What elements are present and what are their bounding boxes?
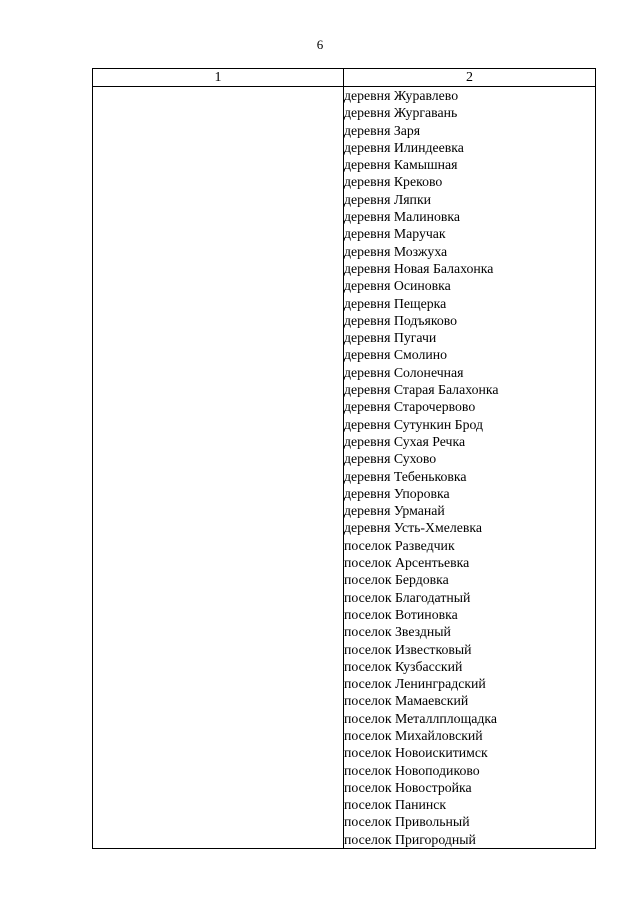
list-item: поселок Ленинградский xyxy=(344,676,486,692)
list-item: деревня Ляпки xyxy=(344,191,432,207)
list-item: деревня Маручак xyxy=(344,226,446,242)
page-number: 6 xyxy=(316,37,324,52)
list-item: поселок Вотиновка xyxy=(344,606,458,622)
list-item: деревня Новая Балахонка xyxy=(344,260,494,276)
list-item: деревня Старая Балахонка xyxy=(344,382,499,398)
list-item: поселок Новоподиково xyxy=(344,762,480,778)
list-item: поселок Мамаевский xyxy=(344,693,469,709)
list-item: деревня Сухово xyxy=(344,451,437,467)
list-item: деревня Смолино xyxy=(344,347,448,363)
table-row xyxy=(93,87,596,849)
list-item: поселок Кузбасский xyxy=(344,658,463,674)
list-item: поселок Известковый xyxy=(344,641,472,657)
column-header-2: 2 xyxy=(344,69,596,87)
list-item: деревня Илиндеевка xyxy=(344,139,464,155)
list-item: деревня Малиновка xyxy=(344,209,461,225)
list-item: поселок Михайловский xyxy=(344,727,483,743)
list-item: деревня Солонечная xyxy=(344,364,464,380)
list-item: деревня Тебеньковка xyxy=(344,468,467,484)
list-item: поселок Благодатный xyxy=(344,589,471,605)
column-header-1: 1 xyxy=(93,69,344,87)
settlement-list xyxy=(344,87,595,848)
list-item: деревня Старочервово xyxy=(344,399,476,415)
list-item: деревня Сутункин Брод xyxy=(344,416,484,432)
list-item: поселок Арсентьевка xyxy=(344,555,470,571)
list-item: поселок Панинск xyxy=(344,797,447,813)
list-item: поселок Металлплощадка xyxy=(344,710,497,726)
list-item: деревня Жургавань xyxy=(344,105,458,121)
list-item: деревня Пещерка xyxy=(344,295,447,311)
list-item: деревня Упоровка xyxy=(344,485,450,501)
list-item: поселок Новостройка xyxy=(344,779,472,795)
table-cell-column-2 xyxy=(344,87,596,849)
list-item: деревня Подъяково xyxy=(344,312,458,328)
list-item: поселок Новоискитимск xyxy=(344,745,488,761)
list-item: деревня Урманай xyxy=(344,503,445,519)
table-header-row xyxy=(93,69,596,87)
list-item: поселок Бердовка xyxy=(344,572,449,588)
table-cell-column-1 xyxy=(93,87,344,849)
list-item: поселок Разведчик xyxy=(344,537,455,553)
list-item: деревня Осиновка xyxy=(344,278,451,294)
list-item: деревня Усть-Хмелевка xyxy=(344,520,482,536)
list-item: деревня Журавлево xyxy=(344,88,459,103)
list-item: деревня Сухая Речка xyxy=(344,433,466,449)
list-item: деревня Пугачи xyxy=(344,330,437,346)
document-table xyxy=(92,68,596,849)
list-item: поселок Звездный xyxy=(344,624,451,640)
list-item: деревня Мозжуха xyxy=(344,243,448,259)
list-item: деревня Камышная xyxy=(344,157,458,173)
list-item: поселок Привольный xyxy=(344,814,470,830)
list-item: деревня Креково xyxy=(344,174,443,190)
list-item: деревня Заря xyxy=(344,122,421,138)
list-item: поселок Пригородный xyxy=(344,831,476,847)
